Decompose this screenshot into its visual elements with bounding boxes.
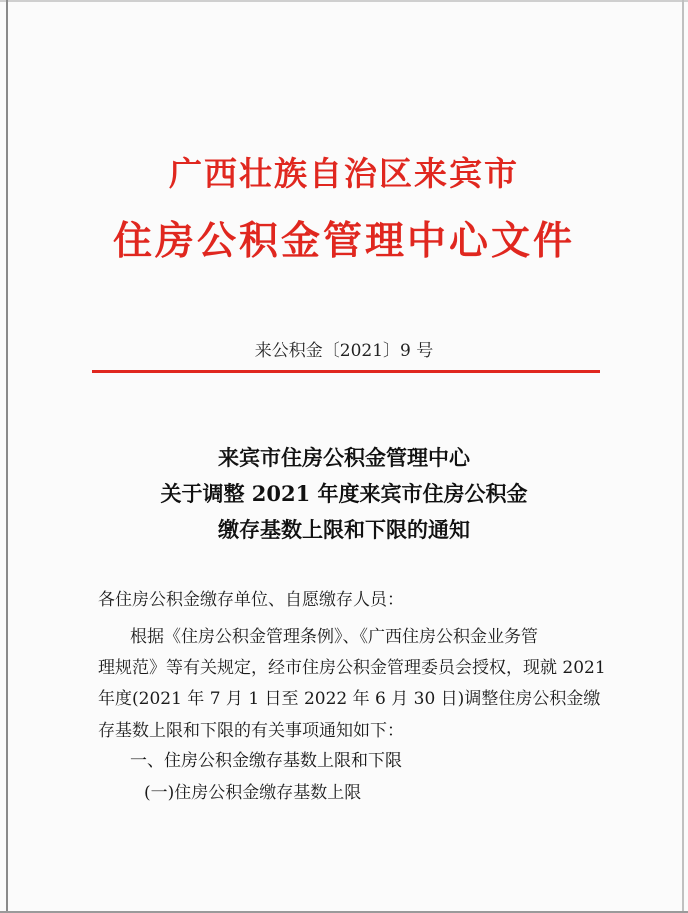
issuer-header-line2: 住房公积金管理中心文件 [112, 218, 575, 264]
paragraph-line: 年度(2021 年 7 月 1 日至 2022 年 6 月 30 日)调整住房公积金缴 [98, 689, 601, 709]
paragraph-line: 理规范》等有关规定，经市住房公积金管理委员会授权，现就 2021 [98, 658, 606, 678]
salutation: 各住房公积金缴存单位、自愿缴存人员： [98, 590, 404, 610]
document-number: 来公积金〔2021〕9 号 [254, 341, 434, 361]
scan-edge-top [0, 0, 688, 2]
red-separator-line [92, 370, 600, 373]
notice-title-line2: 关于调整 2021 年度来宾市住房公积金 [160, 481, 528, 506]
subsection-heading-1: (一)住房公积金缴存基数上限 [144, 783, 362, 803]
issuer-header-line1: 广西壮族自治区来宾市 [169, 154, 519, 193]
section-heading-1: 一、住房公积金缴存基数上限和下限 [130, 751, 402, 771]
notice-title-line3: 缴存基数上限和下限的通知 [218, 517, 470, 542]
paragraph-line: 存基数上限和下限的有关事项通知如下： [98, 721, 404, 741]
paragraph-line: 根据《住房公积金管理条例》、《广西住房公积金业务管 [130, 627, 538, 647]
notice-title-line1: 来宾市住房公积金管理中心 [218, 445, 470, 470]
